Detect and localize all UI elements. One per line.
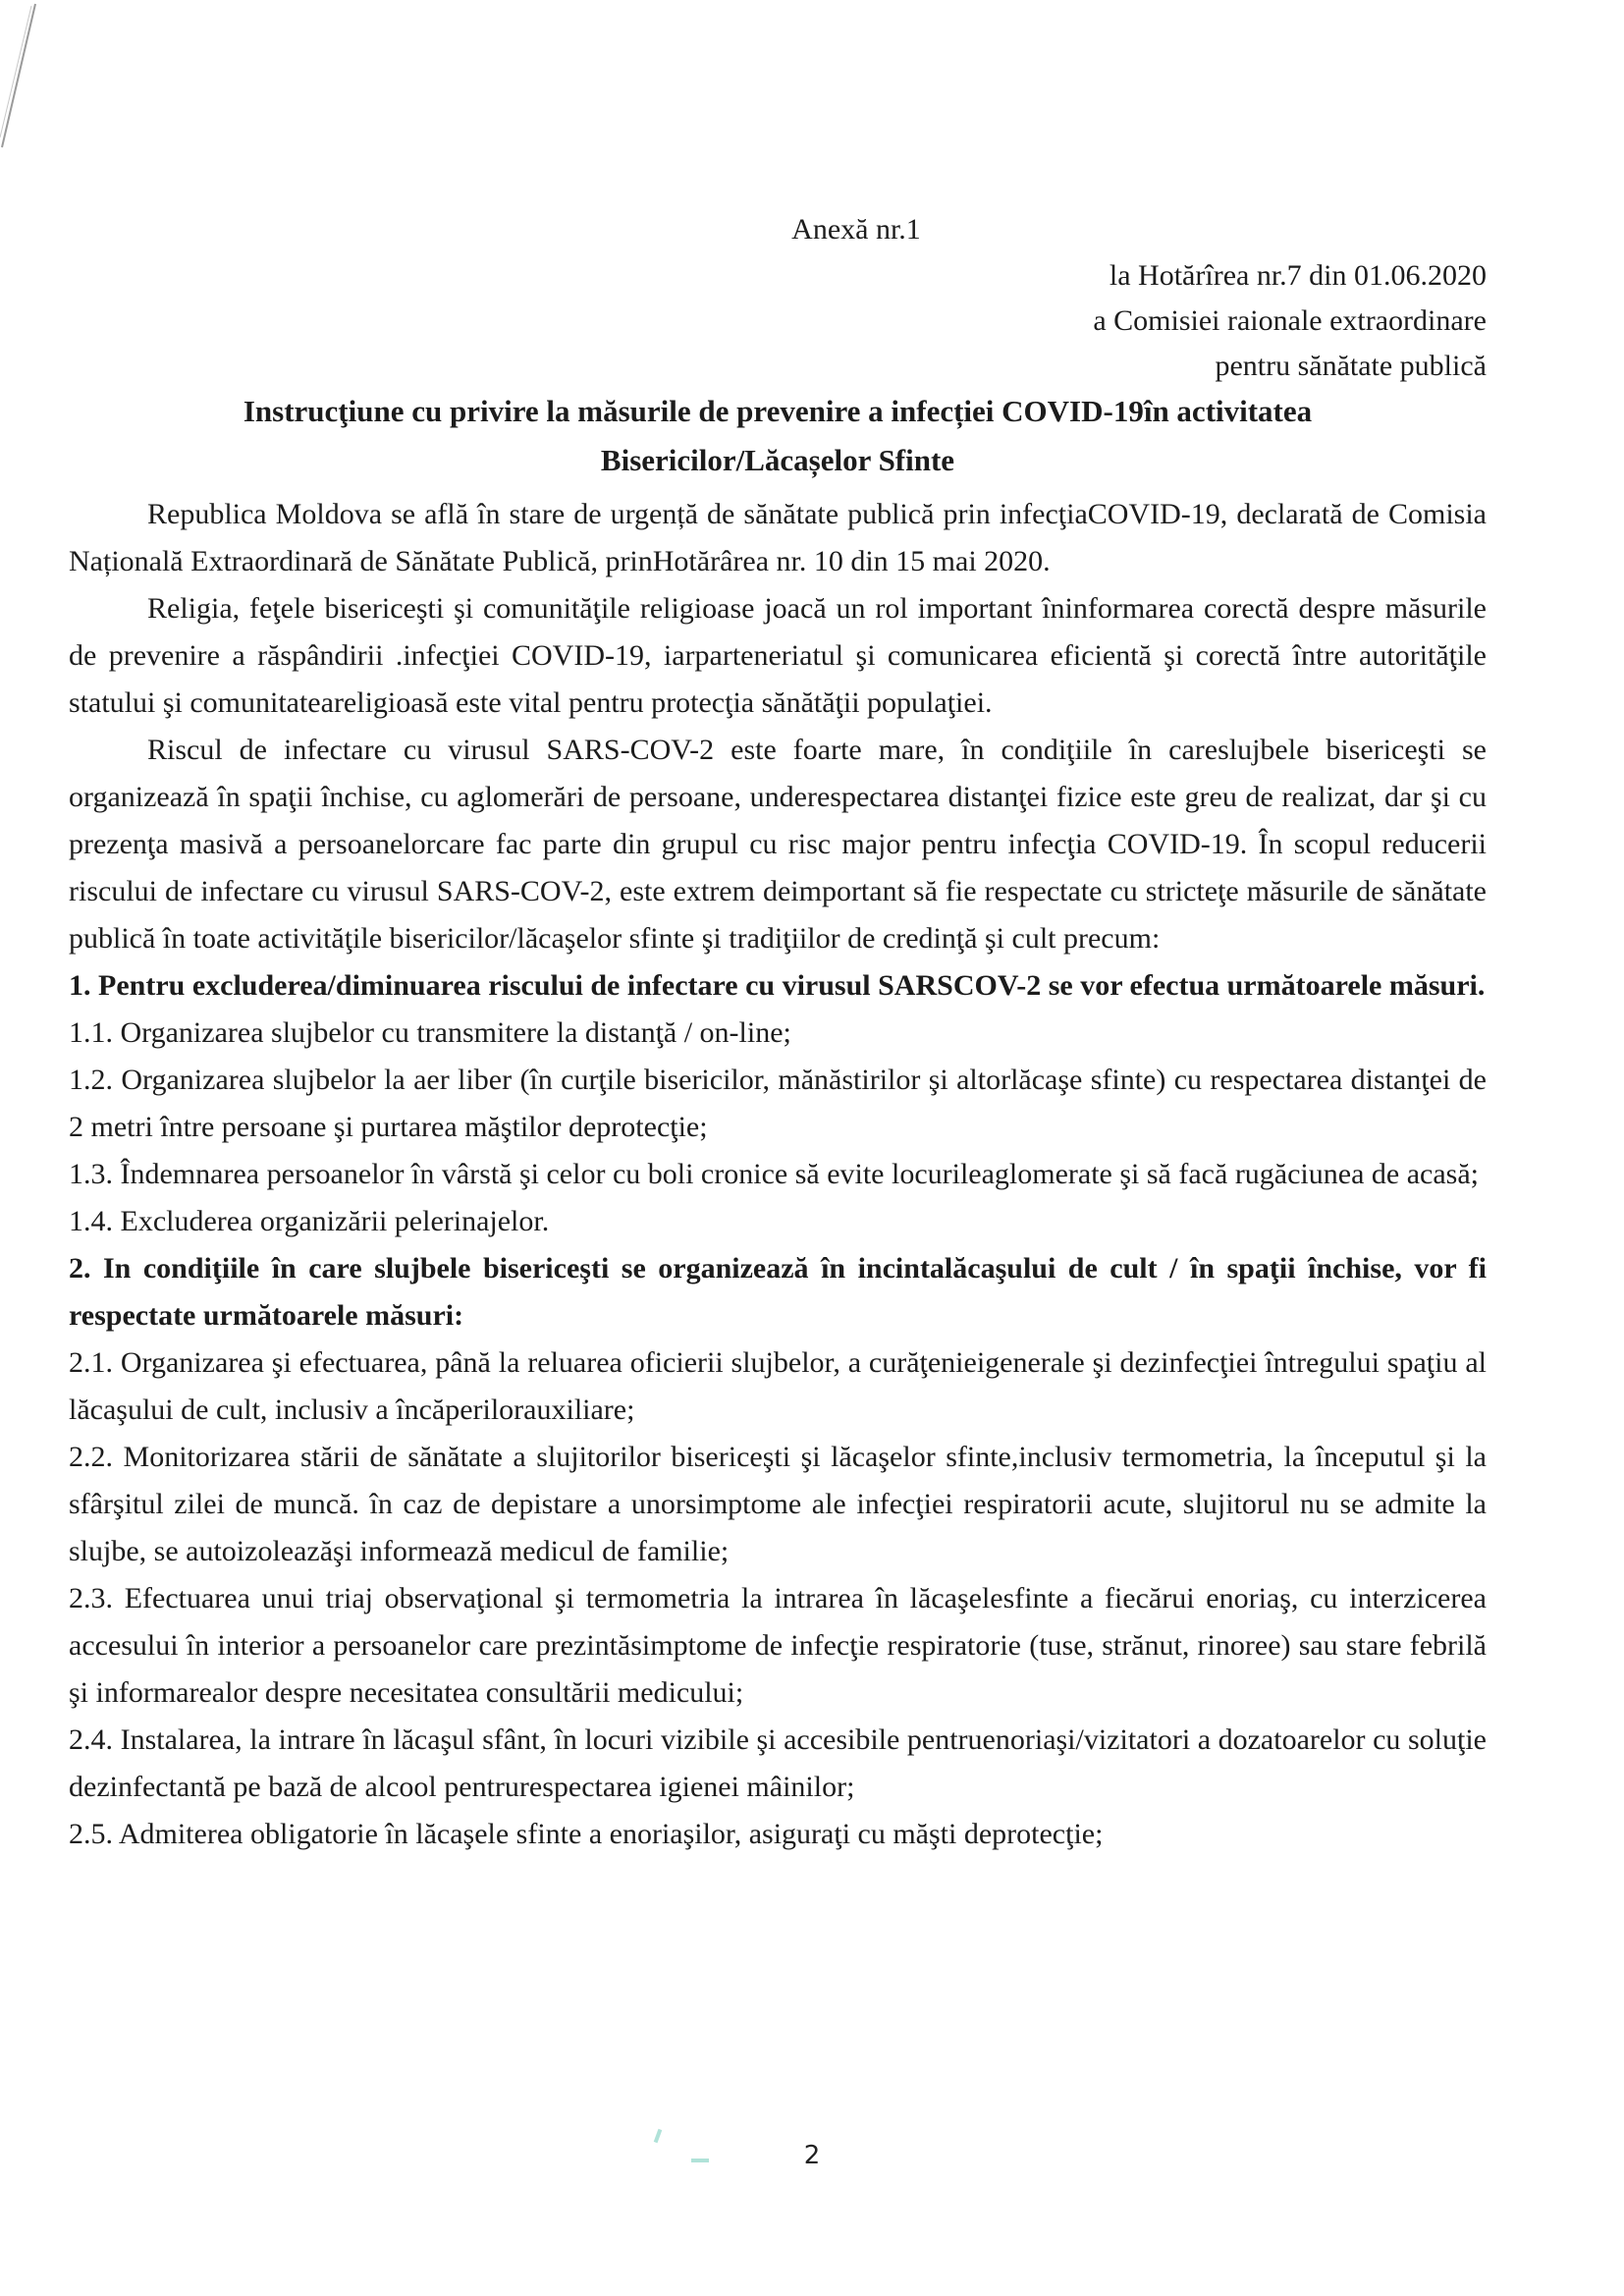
annex-label: Anexă nr.1 <box>791 213 921 246</box>
intro-paragraph-emergency: Republica Moldova se află în stare de urgență de sănătate publică prin infecţiaCOVID-19, declarată de Comisia Națională Extraordinară de Sănătate Publică, prinHotărârea nr. 10 din 15 mai 2020. <box>69 498 1487 577</box>
section-1-item-4: 1.4. Excluderea organizării pelerinajelor. <box>69 1205 550 1237</box>
section-2-heading: 2. In condiţiile în care slujbele bisericeşti se organizează în incintalăcaşului de cult / în spaţii închise, vor fi respectate următoarele măsuri: <box>69 1252 1487 1332</box>
section-1-item-2: 1.2. Organizarea slujbelor la aer liber (în curţile bisericilor, mănăstirilor şi altorlăcaşe sfinte) cu respectarea distanţei de 2 metri între persoane şi purtarea măştilor deprotecţie; <box>69 1064 1487 1143</box>
annex-header <box>69 206 1487 389</box>
section-1-item-3: 1.3. Îndemnarea persoanelor în vârstă şi celor cu boli cronice să evite locurileaglomerate şi să facă rugăciunea de acasă; <box>69 1158 1479 1190</box>
intro-paragraph-risk: Riscul de infectare cu virusul SARS-COV-2 este foarte mare, în condiţiile în careslujbele bisericeşti se organizează în spaţii închise, cu aglomerări de persoane, underespectarea distanţei fizice este greu de realizat, dar şi cu prezenţa masivă a persoanelorcare fac parte din grupul cu risc major pentru infecţia COVID-19. În scopul reducerii riscului de infectare cu virusul SARS-COV-2, este extrem deimportant să fie respectate cu stricteţe măsurile de sănătate publică în toate activităţile bisericilor/lăcaşelor sfinte şi tradiţiilor de credinţă şi cult precum: <box>69 734 1487 955</box>
section-2-item-4: 2.4. Instalarea, la intrare în lăcaşul sfânt, în locuri vizibile şi accesibile pentruenoriaşi/vizitatori a dozatoarelor cu soluţie dezinfectantă pe bază de alcool pentrurespectarea igienei mâinilor; <box>69 1723 1487 1803</box>
section-1-heading: 1. Pentru excluderea/diminuarea riscului de infectare cu virusul SARSCOV-2 se vor efectua următoarele măsuri. <box>69 969 1486 1002</box>
commission-name: a Comisiei raionale extraordinare <box>1093 304 1487 337</box>
section-2-item-3: 2.3. Efectuarea unui triaj observaţional şi termometria la intrarea în lăcaşelesfinte a fiecărui enoriaş, cu interzicerea accesului în interior a persoanelor care prezintăsimptome de infecţie respiratorie (tuse, strănut, rinoree) sau stare febrilă şi informarealor despre necesitatea consultării medicului; <box>69 1582 1487 1709</box>
commission-purpose: pentru sănătate publică <box>1215 350 1487 382</box>
title-line-1: Instrucţiune cu privire la măsurile de prevenire a infecției COVID-19în activitatea <box>243 394 1313 428</box>
intro-paragraph-religion: Religia, feţele bisericeşti şi comunităţile religioase joacă un rol important îninformarea corectă despre măsurile de prevenire a răspândirii .infecţiei COVID-19, iarparteneriatul şi comunicarea eficientă şi corectă între autorităţile statului şi comunitateareligioasă este vital pentru protecţia sănătăţii populaţiei. <box>69 592 1487 719</box>
page-number: 2 <box>803 2141 821 2170</box>
scan-edge-mark <box>0 0 39 157</box>
section-2-item-5: 2.5. Admiterea obligatorie în lăcaşele sfinte a enoriaşilor, asiguraţi cu măşti deprotecţie; <box>69 1818 1104 1850</box>
decision-reference: la Hotărîrea nr.7 din 01.06.2020 <box>1109 259 1487 292</box>
document-body <box>69 491 1487 1858</box>
section-2-item-1: 2.1. Organizarea şi efectuarea, până la reluarea oficierii slujbelor, a curăţenieigenerale şi dezinfecţiei întregului spaţiu al lăcaşului de cult, inclusiv a încăperilorauxiliare; <box>69 1346 1487 1426</box>
section-2-item-2: 2.2. Monitorizarea stării de sănătate a slujitorilor bisericeşti şi lăcaşelor sfinte,inclusiv termometria, la începutul şi la sfârşitul zilei de muncă. în caz de depistare a unorsimptome ale infecţiei respiratorii acute, slujitorul nu se admite la slujbe, se autoizoleazăşi informează medicul de familie; <box>69 1441 1487 1567</box>
document-title <box>69 387 1487 485</box>
section-1-item-1: 1.1. Organizarea slujbelor cu transmitere la distanţă / on-line; <box>69 1016 791 1049</box>
title-line-2: Bisericilor/Lăcașelor Sfinte <box>600 443 955 477</box>
